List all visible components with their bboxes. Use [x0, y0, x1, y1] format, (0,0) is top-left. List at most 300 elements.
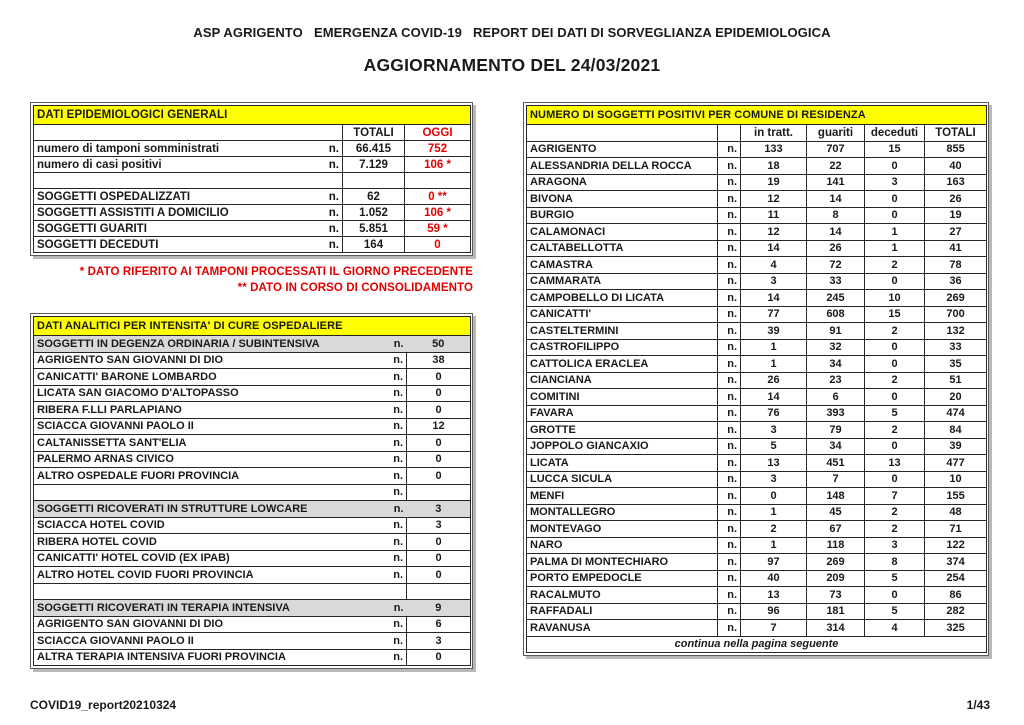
guariti-value-cell: 79 [807, 422, 865, 439]
n-abbrev-cell: n. [718, 537, 741, 554]
table-row [527, 207, 987, 224]
count-value-cell [407, 484, 471, 501]
row-label-cell: SOGGETTI RICOVERATI IN TERAPIA INTENSIVA [34, 600, 378, 617]
table-row [527, 587, 987, 604]
guariti-value-cell: 14 [807, 191, 865, 208]
table-row [527, 372, 987, 389]
table-row [527, 405, 987, 422]
totali-value-cell: 36 [925, 273, 987, 290]
count-value-cell: 0 [407, 385, 471, 402]
count-value-cell: 0 [407, 534, 471, 551]
in-tratt-value-cell: 1 [741, 356, 807, 373]
deceduti-value-cell: 0 [865, 191, 925, 208]
in-tratt-value-cell: 1 [741, 339, 807, 356]
row-label-cell: SOGGETTI ASSISTITI A DOMICILIO [34, 205, 318, 221]
comune-name-cell: MENFI [527, 488, 718, 505]
deceduti-value-cell: 2 [865, 372, 925, 389]
guariti-value-cell: 72 [807, 257, 865, 274]
row-label-cell: CALTANISSETTA SANT'ELIA [34, 435, 378, 452]
table-row [34, 221, 471, 237]
row-label-cell: CANICATTI' BARONE LOMBARDO [34, 369, 378, 386]
n-abbrev-cell: n. [718, 273, 741, 290]
row-label-cell: SOGGETTI DECEDUTI [34, 237, 318, 253]
in-tratt-value-cell: 76 [741, 405, 807, 422]
oggi-value-cell: 752 [405, 141, 471, 157]
n-abbrev-cell: n. [378, 534, 407, 551]
comune-name-cell: CIANCIANA [527, 372, 718, 389]
n-abbrev-cell: n. [718, 455, 741, 472]
totali-value-cell: 66.415 [343, 141, 405, 157]
count-value-cell: 9 [407, 600, 471, 617]
n-abbrev-cell [318, 173, 343, 189]
table-row [34, 534, 471, 551]
table-row [527, 306, 987, 323]
general-table-head [34, 106, 471, 141]
n-abbrev-cell: n. [718, 240, 741, 257]
count-value-cell: 0 [407, 435, 471, 452]
deceduti-value-cell: 0 [865, 587, 925, 604]
n-abbrev-cell: n. [718, 356, 741, 373]
hospital-intensity-table [30, 313, 473, 669]
table-row [527, 570, 987, 587]
totali-value-cell: 7.129 [343, 157, 405, 173]
row-label-cell: SCIACCA GIOVANNI PAOLO II [34, 633, 378, 650]
in-tratt-value-cell: 14 [741, 389, 807, 406]
n-abbrev-cell: n. [718, 158, 741, 175]
totali-value-cell: 164 [343, 237, 405, 253]
in-tratt-value-cell: 5 [741, 438, 807, 455]
n-abbrev-cell: n. [378, 451, 407, 468]
count-value-cell: 38 [407, 352, 471, 369]
n-abbrev-cell: n. [718, 471, 741, 488]
totali-value-cell: 33 [925, 339, 987, 356]
table-row [527, 438, 987, 455]
n-abbrev-cell: n. [378, 501, 407, 518]
comune-name-cell: MONTEVAGO [527, 521, 718, 538]
row-label-cell: SOGGETTI RICOVERATI IN STRUTTURE LOWCARE [34, 501, 378, 518]
guariti-value-cell: 6 [807, 389, 865, 406]
table-row [527, 174, 987, 191]
n-abbrev-cell: n. [378, 435, 407, 452]
n-abbrev-cell: n. [718, 554, 741, 571]
totali-value-cell: 10 [925, 471, 987, 488]
guariti-value-cell: 148 [807, 488, 865, 505]
guariti-value-cell: 393 [807, 405, 865, 422]
oggi-value-cell: 0 ** [405, 189, 471, 205]
deceduti-value-cell: 2 [865, 504, 925, 521]
table-row [527, 504, 987, 521]
comune-name-cell: LUCCA SICULA [527, 471, 718, 488]
totali-value-cell: 269 [925, 290, 987, 307]
totali-value-cell: 71 [925, 521, 987, 538]
comuni-table-title: NUMERO DI SOGGETTI POSITIVI PER COMUNE DI RESIDENZA [527, 106, 987, 125]
totali-value-cell: 5.851 [343, 221, 405, 237]
in-tratt-value-cell: 96 [741, 603, 807, 620]
count-value-cell: 0 [407, 402, 471, 419]
table-row [527, 455, 987, 472]
table-row [527, 240, 987, 257]
in-tratt-value-cell: 77 [741, 306, 807, 323]
table-row [527, 191, 987, 208]
row-label-cell: SCIACCA GIOVANNI PAOLO II [34, 418, 378, 435]
totali-value-cell: 163 [925, 174, 987, 191]
n-abbrev-cell: n. [718, 620, 741, 637]
deceduti-column-header: deceduti [865, 125, 925, 142]
comune-name-cell: BIVONA [527, 191, 718, 208]
comune-name-cell: FAVARA [527, 405, 718, 422]
deceduti-value-cell: 3 [865, 174, 925, 191]
row-label-cell: CANICATTI' HOTEL COVID (EX IPAB) [34, 550, 378, 567]
table-row [527, 422, 987, 439]
totali-value-cell: 19 [925, 207, 987, 224]
positives-by-municipality-table [523, 102, 989, 656]
totali-value-cell: 41 [925, 240, 987, 257]
n-abbrev-cell: n. [378, 418, 407, 435]
totali-value-cell: 35 [925, 356, 987, 373]
totali-value-cell: 700 [925, 306, 987, 323]
guariti-value-cell: 34 [807, 356, 865, 373]
comune-name-cell: CASTROFILIPPO [527, 339, 718, 356]
in-tratt-value-cell: 4 [741, 257, 807, 274]
deceduti-value-cell: 5 [865, 405, 925, 422]
n-abbrev-cell: n. [718, 207, 741, 224]
deceduti-value-cell: 15 [865, 306, 925, 323]
table-row [527, 389, 987, 406]
row-label-cell: numero di casi positivi [34, 157, 318, 173]
footer-filename: COVID19_report20210324 [30, 698, 177, 712]
comune-name-cell: CASTELTERMINI [527, 323, 718, 340]
row-label-cell [34, 173, 318, 189]
count-value-cell: 12 [407, 418, 471, 435]
n-abbrev-cell: n. [718, 389, 741, 406]
comune-name-cell: BURGIO [527, 207, 718, 224]
deceduti-value-cell: 7 [865, 488, 925, 505]
guariti-value-cell: 141 [807, 174, 865, 191]
totali-value-cell: 122 [925, 537, 987, 554]
table-row [34, 189, 471, 205]
comune-name-cell: MONTALLEGRO [527, 504, 718, 521]
hospital-table [33, 316, 471, 666]
guariti-value-cell: 608 [807, 306, 865, 323]
n-abbrev-cell: n. [378, 517, 407, 534]
guariti-value-cell: 67 [807, 521, 865, 538]
general-colheader-row [34, 125, 471, 141]
totali-value-cell: 477 [925, 455, 987, 472]
deceduti-value-cell: 3 [865, 537, 925, 554]
general-epidemiological-table [30, 102, 473, 256]
n-abbrev-cell: n. [718, 570, 741, 587]
row-label-cell: SOGGETTI OSPEDALIZZATI [34, 189, 318, 205]
deceduti-value-cell: 0 [865, 207, 925, 224]
table-row [527, 488, 987, 505]
n-abbrev-cell: n. [378, 484, 407, 501]
table-row [34, 633, 471, 650]
in-tratt-value-cell: 1 [741, 504, 807, 521]
totali-value-cell: 86 [925, 587, 987, 604]
count-value-cell: 0 [407, 649, 471, 666]
oggi-value-cell: 106 * [405, 205, 471, 221]
hospital-table-title: DATI ANALITICI PER INTENSITA' DI CURE OSPEDALIERE [34, 317, 471, 336]
table-row [34, 157, 471, 173]
guariti-value-cell: 245 [807, 290, 865, 307]
deceduti-value-cell: 1 [865, 224, 925, 241]
guariti-value-cell: 451 [807, 455, 865, 472]
totali-value-cell: 325 [925, 620, 987, 637]
row-label-cell: PALERMO ARNAS CIVICO [34, 451, 378, 468]
n-abbrev-cell: n. [718, 141, 741, 158]
oggi-column-header: OGGI [405, 125, 471, 141]
deceduti-value-cell: 15 [865, 141, 925, 158]
table-row [34, 352, 471, 369]
totali-value-cell: 78 [925, 257, 987, 274]
comune-name-cell: CANICATTI' [527, 306, 718, 323]
row-label-cell: ALTRO OSPEDALE FUORI PROVINCIA [34, 468, 378, 485]
count-value-cell: 3 [407, 501, 471, 518]
comune-name-cell: AGRIGENTO [527, 141, 718, 158]
comuni-table-head [527, 106, 987, 142]
table-row [34, 501, 471, 518]
in-tratt-value-cell: 12 [741, 191, 807, 208]
guariti-value-cell: 14 [807, 224, 865, 241]
continua-row [527, 636, 987, 653]
totali-column-header: TOTALI [925, 125, 987, 142]
totali-value-cell: 254 [925, 570, 987, 587]
guariti-value-cell: 34 [807, 438, 865, 455]
row-label-cell: AGRIGENTO SAN GIOVANNI DI DIO [34, 352, 378, 369]
table-row [527, 471, 987, 488]
n-abbrev-cell: n. [318, 157, 343, 173]
count-value-cell: 0 [407, 468, 471, 485]
empty-header-cell [34, 125, 318, 141]
in-tratt-value-cell: 1 [741, 537, 807, 554]
deceduti-value-cell: 0 [865, 438, 925, 455]
totali-value-cell: 84 [925, 422, 987, 439]
table-row [34, 418, 471, 435]
table-row [527, 537, 987, 554]
count-value-cell: 0 [407, 567, 471, 584]
n-abbrev-cell: n. [718, 174, 741, 191]
guariti-column-header: guariti [807, 125, 865, 142]
table-row [34, 550, 471, 567]
n-abbrev-cell: n. [718, 257, 741, 274]
guariti-value-cell: 118 [807, 537, 865, 554]
guariti-value-cell: 33 [807, 273, 865, 290]
row-label-cell: numero di tamponi somministrati [34, 141, 318, 157]
row-label-cell: SCIACCA HOTEL COVID [34, 517, 378, 534]
guariti-value-cell: 22 [807, 158, 865, 175]
deceduti-value-cell: 0 [865, 389, 925, 406]
comune-name-cell: PORTO EMPEDOCLE [527, 570, 718, 587]
row-label-cell [34, 583, 378, 600]
guariti-value-cell: 8 [807, 207, 865, 224]
row-label-cell: ALTRO HOTEL COVID FUORI PROVINCIA [34, 567, 378, 584]
comune-name-cell: RAVANUSA [527, 620, 718, 637]
comune-name-cell: COMITINI [527, 389, 718, 406]
n-abbrev-cell: n. [378, 600, 407, 617]
in-tratt-value-cell: 97 [741, 554, 807, 571]
count-value-cell: 50 [407, 336, 471, 353]
row-label-cell: RIBERA HOTEL COVID [34, 534, 378, 551]
comune-name-cell: PALMA DI MONTECHIARO [527, 554, 718, 571]
in-tratt-value-cell: 11 [741, 207, 807, 224]
comune-name-cell: GROTTE [527, 422, 718, 439]
comuni-table [526, 105, 987, 653]
in-tratt-value-cell: 40 [741, 570, 807, 587]
in-tratt-value-cell: 3 [741, 273, 807, 290]
guariti-value-cell: 314 [807, 620, 865, 637]
table-row [527, 323, 987, 340]
general-title-row [34, 106, 471, 125]
n-abbrev-cell: n. [318, 237, 343, 253]
report-title: ASP AGRIGENTO EMERGENZA COVID-19 REPORT DEI DATI DI SORVEGLIANZA EPIDEMIOLOGICA [193, 25, 831, 40]
deceduti-value-cell: 2 [865, 422, 925, 439]
n-abbrev-cell: n. [378, 550, 407, 567]
table-row [34, 451, 471, 468]
comune-name-cell: CAMASTRA [527, 257, 718, 274]
general-table [33, 105, 471, 253]
n-abbrev-cell: n. [378, 369, 407, 386]
n-abbrev-cell: n. [718, 339, 741, 356]
comuni-table-foot [527, 636, 987, 653]
count-value-cell: 0 [407, 369, 471, 386]
guariti-value-cell: 45 [807, 504, 865, 521]
in-tratt-value-cell: 0 [741, 488, 807, 505]
comune-name-cell: CATTOLICA ERACLEA [527, 356, 718, 373]
count-value-cell: 3 [407, 633, 471, 650]
table-row [34, 205, 471, 221]
oggi-value-cell: 0 [405, 237, 471, 253]
deceduti-value-cell: 10 [865, 290, 925, 307]
n-abbrev-cell: n. [378, 468, 407, 485]
in-tratt-value-cell: 3 [741, 422, 807, 439]
update-date-title: AGGIORNAMENTO DEL 24/03/2021 [363, 55, 661, 75]
count-value-cell: 6 [407, 616, 471, 633]
footnote-line: * DATO RIFERITO AI TAMPONI PROCESSATI IL GIORNO PRECEDENTE [79, 266, 473, 278]
n-abbrev-cell: n. [378, 633, 407, 650]
table-row [527, 273, 987, 290]
row-label-cell [34, 484, 378, 501]
n-abbrev-cell: n. [318, 205, 343, 221]
table-row [34, 517, 471, 534]
table-row [34, 237, 471, 253]
table-row [34, 583, 471, 600]
in-tratt-value-cell: 12 [741, 224, 807, 241]
n-abbrev-cell: n. [718, 504, 741, 521]
comune-name-cell: JOPPOLO GIANCAXIO [527, 438, 718, 455]
table-row [34, 369, 471, 386]
hospital-title-row [34, 317, 471, 336]
n-abbrev-cell: n. [318, 221, 343, 237]
in-tratt-value-cell: 2 [741, 521, 807, 538]
deceduti-value-cell: 0 [865, 471, 925, 488]
comuni-title-row [527, 106, 987, 125]
totali-value-cell: 474 [925, 405, 987, 422]
n-abbrev-cell: n. [718, 405, 741, 422]
table-row [34, 173, 471, 189]
guariti-value-cell: 91 [807, 323, 865, 340]
n-abbrev-cell: n. [718, 372, 741, 389]
table-row [527, 554, 987, 571]
in-tratt-column-header: in tratt. [741, 125, 807, 142]
guariti-value-cell: 26 [807, 240, 865, 257]
oggi-value-cell [405, 173, 471, 189]
in-tratt-value-cell: 39 [741, 323, 807, 340]
hospital-table-body [34, 336, 471, 666]
guariti-value-cell: 209 [807, 570, 865, 587]
footnotes [30, 264, 473, 296]
in-tratt-value-cell: 13 [741, 455, 807, 472]
n-abbrev-cell: n. [318, 141, 343, 157]
deceduti-value-cell: 1 [865, 240, 925, 257]
in-tratt-value-cell: 133 [741, 141, 807, 158]
n-abbrev-cell: n. [378, 402, 407, 419]
totali-value-cell: 48 [925, 504, 987, 521]
guariti-value-cell: 707 [807, 141, 865, 158]
totali-value-cell: 132 [925, 323, 987, 340]
totali-value-cell: 855 [925, 141, 987, 158]
footnote-line: ** DATO IN CORSO DI CONSOLIDAMENTO [237, 282, 473, 294]
count-value-cell [407, 583, 471, 600]
table-row [34, 435, 471, 452]
row-label-cell: AGRIGENTO SAN GIOVANNI DI DIO [34, 616, 378, 633]
totali-value-cell: 26 [925, 191, 987, 208]
n-abbrev-cell: n. [718, 306, 741, 323]
in-tratt-value-cell: 26 [741, 372, 807, 389]
row-label-cell: ALTRA TERAPIA INTENSIVA FUORI PROVINCIA [34, 649, 378, 666]
n-abbrev-cell: n. [718, 521, 741, 538]
totali-value-cell: 374 [925, 554, 987, 571]
deceduti-value-cell: 2 [865, 521, 925, 538]
row-label-cell: SOGGETTI IN DEGENZA ORDINARIA / SUBINTENSIVA [34, 336, 378, 353]
deceduti-value-cell: 0 [865, 273, 925, 290]
table-row [34, 336, 471, 353]
n-abbrev-cell: n. [718, 603, 741, 620]
general-table-title: DATI EPIDEMIOLOGICI GENERALI [34, 106, 471, 125]
n-abbrev-cell: n. [718, 323, 741, 340]
n-abbrev-cell: n. [718, 587, 741, 604]
guariti-value-cell: 269 [807, 554, 865, 571]
n-abbrev-cell: n. [378, 616, 407, 633]
table-row [34, 600, 471, 617]
comuni-colheader-row [527, 125, 987, 142]
deceduti-value-cell: 0 [865, 356, 925, 373]
totali-value-cell: 20 [925, 389, 987, 406]
table-row [34, 649, 471, 666]
count-value-cell: 0 [407, 550, 471, 567]
deceduti-value-cell: 0 [865, 339, 925, 356]
row-label-cell: LICATA SAN GIACOMO D'ALTOPASSO [34, 385, 378, 402]
totali-column-header: TOTALI [343, 125, 405, 141]
n-abbrev-cell: n. [718, 290, 741, 307]
comune-name-cell: CAMPOBELLO DI LICATA [527, 290, 718, 307]
n-abbrev-cell: n. [718, 191, 741, 208]
n-abbrev-cell: n. [718, 422, 741, 439]
deceduti-value-cell: 5 [865, 570, 925, 587]
guariti-value-cell: 181 [807, 603, 865, 620]
continua-note: continua nella pagina seguente [527, 636, 987, 653]
table-row [527, 356, 987, 373]
page-footer [30, 698, 990, 712]
count-value-cell: 0 [407, 451, 471, 468]
n-abbrev-cell: n. [718, 488, 741, 505]
in-tratt-value-cell: 13 [741, 587, 807, 604]
totali-value-cell: 40 [925, 158, 987, 175]
deceduti-value-cell: 0 [865, 158, 925, 175]
n-abbrev-cell: n. [318, 189, 343, 205]
table-row [527, 620, 987, 637]
totali-value-cell: 62 [343, 189, 405, 205]
oggi-value-cell: 59 * [405, 221, 471, 237]
